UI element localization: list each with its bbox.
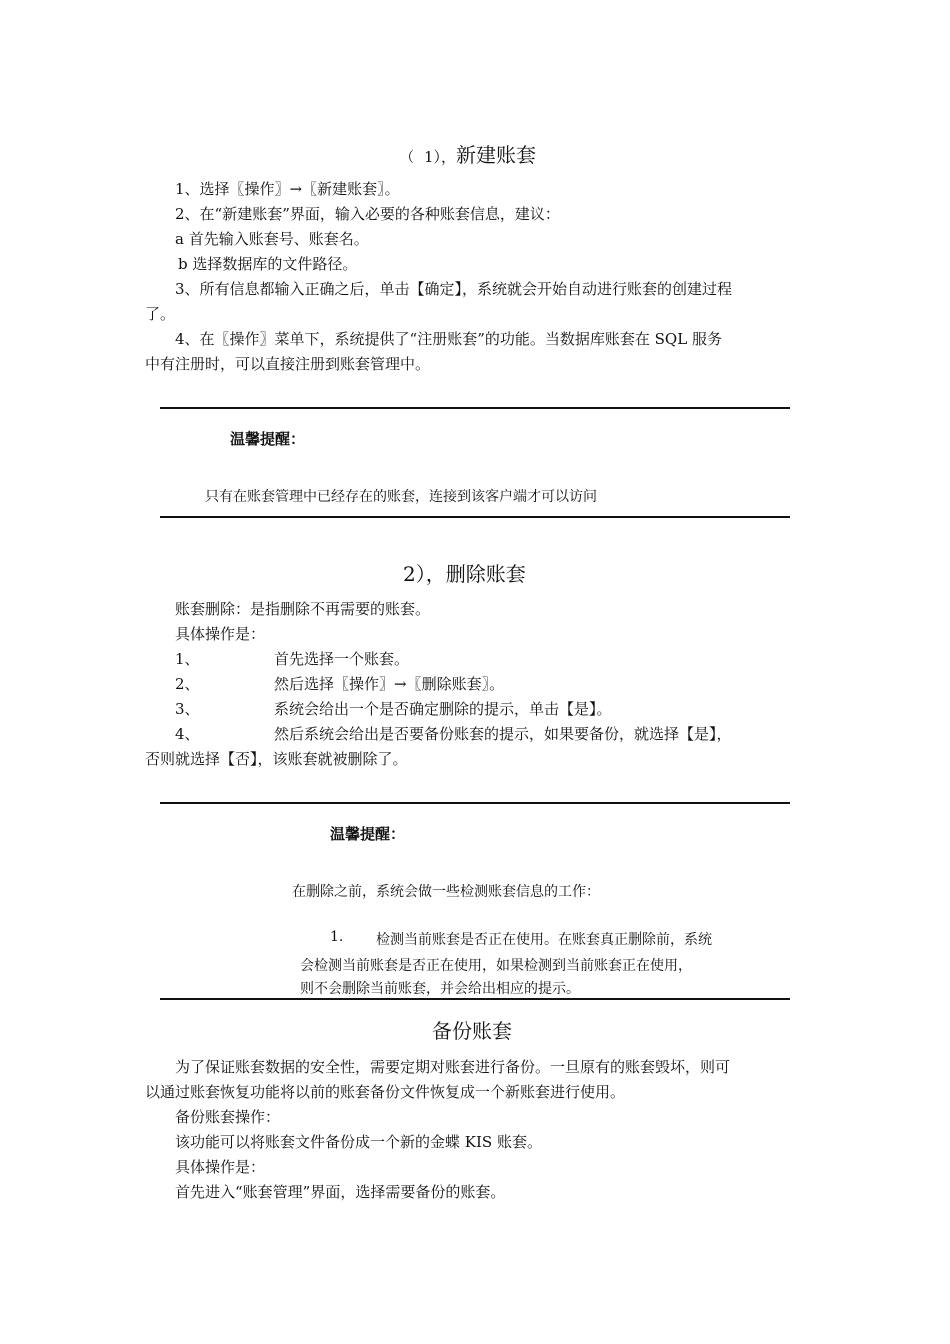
section-heading-delete-account: 2），删除账套 xyxy=(403,562,526,586)
tip-bottom-rule xyxy=(160,516,790,518)
tip-intro: 在删除之前，系统会做一些检测账套信息的工作： xyxy=(292,884,600,900)
heading-prefix: （ xyxy=(400,150,414,166)
tip-label: 温馨提醒： xyxy=(330,825,406,843)
section-heading-backup-account: 备份账套 xyxy=(432,1019,512,1043)
tip-bottom-rule xyxy=(160,998,790,1000)
paragraph-line: b 选择数据库的文件路径。 xyxy=(178,255,358,273)
step-text: 然后选择〖操作〗→〖删除账套〗。 xyxy=(274,675,505,693)
paragraph-line: 了。 xyxy=(145,305,176,323)
tip-text: 只有在账套管理中已经存在的账套，连接到该客户端才可以访问 xyxy=(205,489,597,505)
tip-item-number: 1. xyxy=(330,929,344,945)
paragraph-line: 以通过账套恢复功能将以前的账套备份文件恢复成一个新账套进行使用。 xyxy=(145,1083,626,1101)
tip-label: 温馨提醒： xyxy=(230,430,306,448)
step-number: 1、 xyxy=(175,650,200,668)
step-number: 2、 xyxy=(175,675,200,693)
paragraph-line: 中有注册时，可以直接注册到账套管理中。 xyxy=(145,355,431,373)
tip-top-rule xyxy=(160,407,790,409)
paragraph-line: 该功能可以将账套文件备份成一个新的金蝶 KIS 账套。 xyxy=(175,1133,542,1151)
paragraph-line: 具体操作是： xyxy=(175,1158,266,1176)
paragraph-line: 具体操作是： xyxy=(175,625,266,643)
paragraph-line: a 首先输入账套号、账套名。 xyxy=(175,230,369,248)
paragraph-line: 3、所有信息都输入正确之后，单击【确定】，系统就会开始自动进行账套的创建过程 xyxy=(175,280,733,298)
step-text: 系统会给出一个是否确定删除的提示，单击【是】。 xyxy=(274,700,612,718)
tip-item-line: 检测当前账套是否正在使用。在账套真正删除前，系统 xyxy=(376,932,712,948)
step-number: 3、 xyxy=(175,700,200,718)
paragraph-line: 1、选择〖操作〗→〖新建账套〗。 xyxy=(175,180,400,198)
paragraph-line: 4、在〖操作〗菜单下，系统提供了“注册账套”的功能。当数据库账套在 SQL 服务 xyxy=(175,330,722,348)
heading-text: 新建账套 xyxy=(456,143,537,167)
paragraph-line: 备份账套操作： xyxy=(175,1108,281,1126)
section-heading-new-account xyxy=(400,139,536,168)
heading-number: 1）， xyxy=(424,148,457,166)
paragraph-line: 否则就选择【否】，该账套就被删除了。 xyxy=(145,750,408,768)
tip-item-line: 会检测当前账套是否正在使用，如果检测到当前账套正在使用， xyxy=(300,958,692,974)
step-text: 然后系统会给出是否要备份账套的提示，如果要备份，就选择【是】， xyxy=(274,725,732,743)
paragraph-line: 为了保证账套数据的安全性，需要定期对账套进行备份。一旦原有的账套毁坏，则可 xyxy=(175,1058,731,1076)
step-number: 4、 xyxy=(175,725,200,743)
step-text: 首先选择一个账套。 xyxy=(274,650,410,668)
paragraph-line: 首先进入“账套管理”界面，选择需要备份的账套。 xyxy=(175,1183,506,1201)
paragraph-line: 账套删除：是指删除不再需要的账套。 xyxy=(175,600,431,618)
paragraph-line: 2、在“新建账套”界面，输入必要的各种账套信息，建议： xyxy=(175,205,560,223)
tip-top-rule xyxy=(160,802,790,804)
tip-item-line: 则不会删除当前账套，并会给出相应的提示。 xyxy=(300,981,580,997)
